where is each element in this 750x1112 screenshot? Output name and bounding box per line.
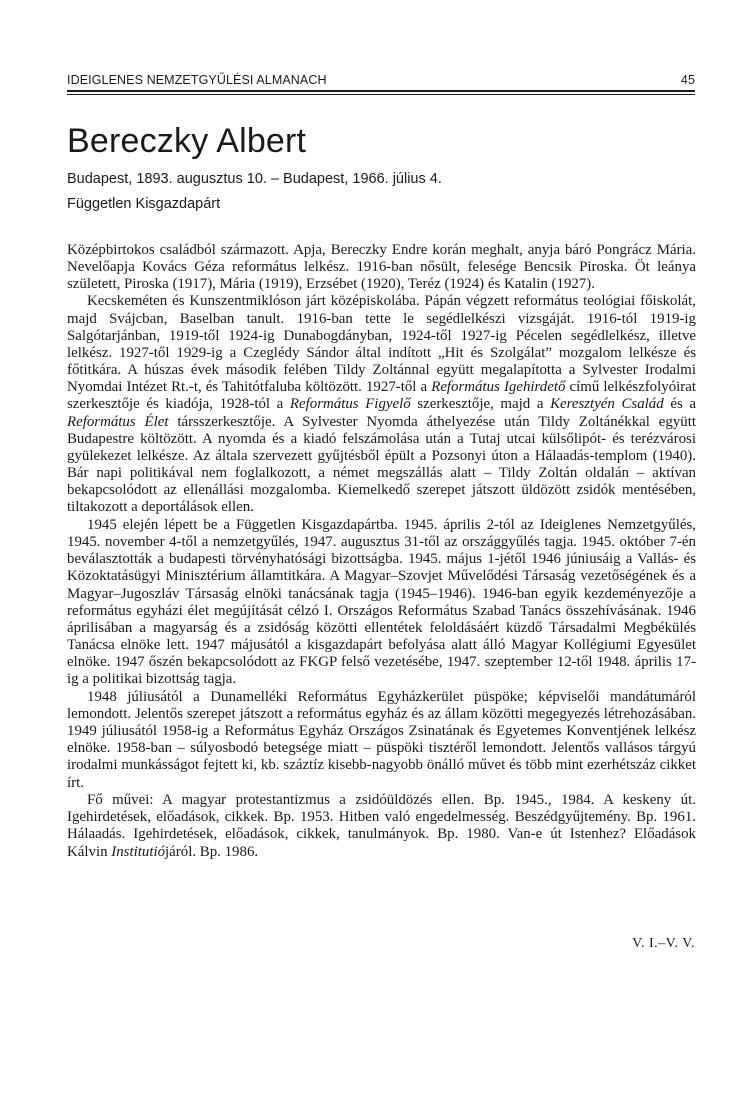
journal-title-1: Református Igehirdető xyxy=(431,379,566,396)
career-text-2: című lelkészfolyóirat szerkesztője és kiadója, 1928-tól a xyxy=(67,379,696,413)
career-text-1: Kecskeméten és Kunszentmiklóson járt középiskolába. Pápán végzett református teológiai főiskolát, majd Svájcban, Baselban tanult. 1916-ban tette le segédlelkészi vizsgáját. 1916-tól 1919-ig Salgótarjánban, 1919-től 1924-ig Dunabogdányban, 1924-től 1927-ig Pécelen segédlelkész, illetve lelkész. 1927-től 1929-ig a Czeglédy Sándor által indított „Hit és Szolgálat” mozgalom lelkésze és főtitkára. A húszas évek második felében Tildy Zoltánnal együtt megalapította a Sylvester Irodalmi Nyomdai Intézet Rt.-t, és Tahitótfaluba költözött. 1927-től a xyxy=(67,293,696,396)
running-header xyxy=(67,73,695,89)
running-title: IDEIGLENES NEMZETGYŰLÉSI ALMANACH xyxy=(67,73,327,87)
journal-title-4: Református Élet xyxy=(67,413,169,430)
bio-paragraph-works xyxy=(67,792,696,861)
header-rule-thin xyxy=(67,94,695,95)
journal-title-3: Keresztyén Család xyxy=(550,396,664,413)
bio-paragraph-family: Középbirtokos családból származott. Apja, Bereczky Endre korán meghalt, anyja báró Pongrácz Mária. Nevelőapja Kovács Géza református lelkész. 1916-ban nősült, felesége Bencsik Piroska. Öt leánya született, Piroska (1917), Mária (1919), Erzsébet (1920), Teréz (1924) és Katalin (1927). xyxy=(67,242,696,293)
career-text-3: szerkesztője, majd a xyxy=(410,396,551,413)
entry-party: Független Kisgazdapárt xyxy=(67,196,221,212)
journal-title-2: Református Figyelő xyxy=(289,396,411,413)
career-text-5: társszerkesztője. A Sylvester Nyomda áthelyezése után Tildy Zoltánékkal együtt Budapestre költözött. A nyomda és a kiadó felszámolása után a Tutaj utcai külsőlipót- és terézvárosi gyülekezet lelkésze. Az általa szervezett gyűjtésből épült a Pozsonyi úton a Hálaadás-templom (1940). Bár napi politikával nem foglalkozott, a német megszállás alatt – Tildy Zoltán oldalán – aktívan bekapcsolódott az ellenállási mozgalomba. Kiemelkedő szerepet játszott üldözött zsidók mentésében, tiltakozott a deportálások ellen. xyxy=(67,413,696,516)
biography-body xyxy=(67,242,696,861)
works-italic-title: Institutió xyxy=(111,843,166,860)
career-text-4: és a xyxy=(663,396,696,413)
bio-paragraph-bishop: 1948 júliusától a Dunamelléki Református Egyházkerület püspöke; képviselői mandátumáról lemondott. Jelentős szerepet játszott a református egyház és az állam közötti megegyezés létrehozásában. 1949 júliusától 1958-ig a Református Egyház Országos Zsinatának és Egyetemes Konventjének lelkész elnöke. 1958-ban – súlyosbodó betegsége miatt – püspöki tisztéről lemondott. Jelentős vallásos tárgyú irodalmi munkásságot fejtett ki, kb. száztíz kisebb-nagyobb önálló művet és több mint ezerhétszáz cikket írt. xyxy=(67,688,696,791)
header-rule-thick xyxy=(67,90,695,92)
works-text-2: járól. Bp. 1986. xyxy=(165,843,259,860)
bio-paragraph-politics: 1945 elején lépett be a Független Kisgazdapártba. 1945. április 2-tól az Ideiglenes Nemzetgyűlés, 1945. november 4-től a nemzetgyűlés, 1947. augusztus 31-től az országgyűlés tagja. 1945. október 7-én beválasztották a budapesti törvényhatósági bizottságba. 1945. május 1-jétől 1946 júniusáig a Vallás- és Közoktatásügyi Minisztérium államtitkára. A Magyar–Szovjet Művelődési Társaság vezetőségének és a Magyar–Jugoszláv Társaság elnöki tanácsának tagja (1945–1946). 1946-ban egyik kezdeményezője a református egyházi élet megújítását célzó I. Országos Református Szabad Tanács összehívásának. 1946 áprilisában a magyarság és a zsidóság közötti ellentétek feloldásáért küzdő Társadalmi Megbékülés Tanácsa elnöke lett. 1947 májusától a kisgazdapárt befolyása alatt álló Magyar Kollégiumi Egyesület elnöke. 1947 őszén bekapcsolódott az FKGP felső vezetésébe, 1947. szeptember 12-től 1948. április 17-ig a politikai bizottság tagja. xyxy=(67,516,696,688)
page-number: 45 xyxy=(680,73,695,87)
entry-name: Bereczky Albert xyxy=(67,122,307,160)
bio-paragraph-career xyxy=(67,293,696,516)
works-text-1: Fő művei: A magyar protestantizmus a zsidóüldözés ellen. Bp. 1945., 1984. A keskeny út. Igehirdetések, előadások, cikkek. Bp. 1953. Hitben való engedelmesség. Beszédgyűjtemény. Bp. 1961. Hálaadás. Igehirdetések, előadások, cikkek, tanulmányok. Bp. 1980. Van-e út Istenhez? Előadások Kálvin xyxy=(67,792,696,860)
author-signature: V. I.–V. V. xyxy=(632,936,695,951)
entry-dates: Budapest, 1893. augusztus 10. – Budapest, 1966. július 4. xyxy=(67,171,442,187)
